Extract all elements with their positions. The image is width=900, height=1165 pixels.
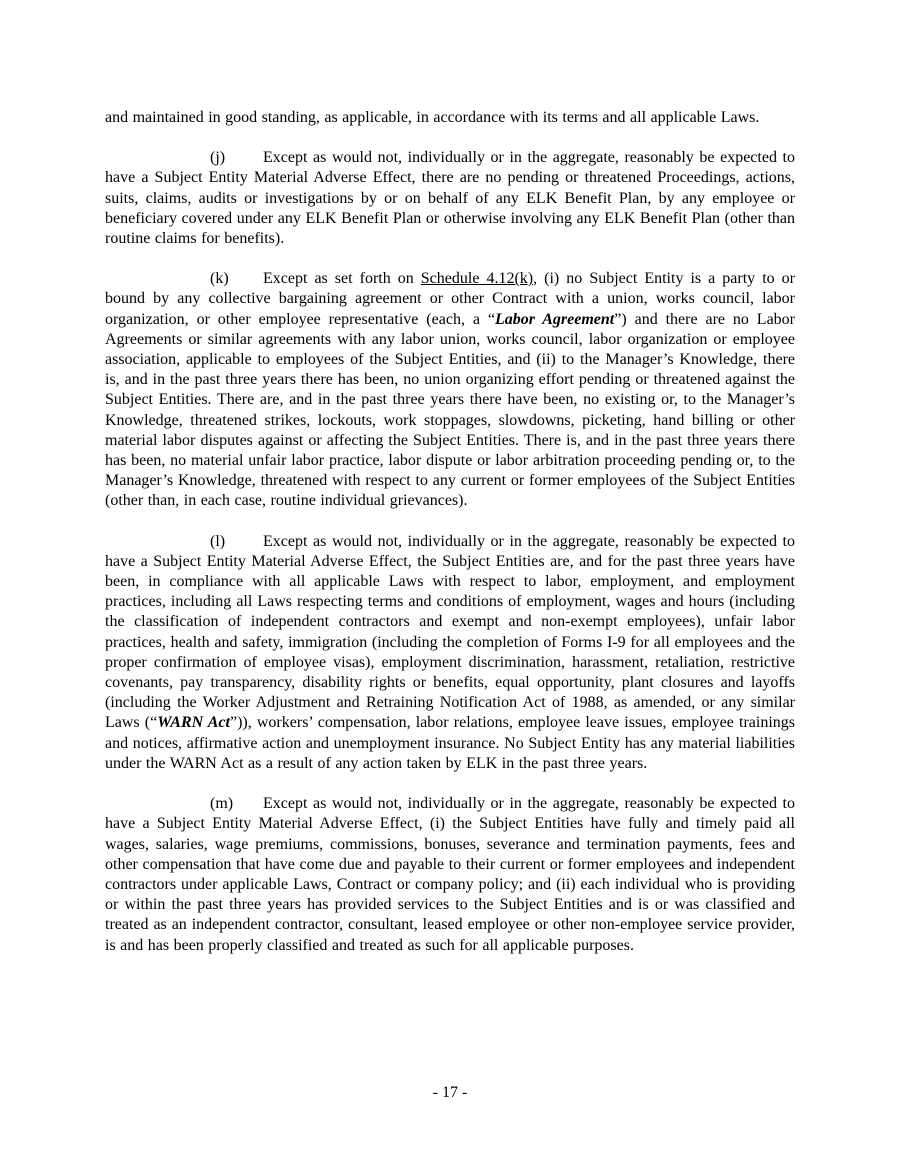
clause-k-text-1: Except as set forth on bbox=[263, 270, 421, 288]
clause-label-j: (j) bbox=[210, 149, 226, 167]
clause-k-text-2: , (i) no Subject Entity is a party to or bound by any collective bargaining agreement or other Contract with a union, works council, labor organization, or other employee representative (each, a “ bbox=[105, 270, 796, 328]
schedule-reference: Schedule 4.12(k) bbox=[420, 270, 534, 288]
page-number: - 17 - bbox=[432, 1084, 468, 1101]
clause-label-m: (m) bbox=[210, 795, 234, 813]
defined-term-labor-agreement: Labor Agreement bbox=[494, 310, 615, 328]
clause-l-text-2: ”)), workers’ compensation, labor relations, employee leave issues, employee trainings and notices, affirmative action and unemployment insurance. No Subject Entity has any material liabilities under the WARN Act as a result of any action taken by ELK in the past three years. bbox=[105, 714, 795, 772]
clause-m-text: Except as would not, individually or in the aggregate, reasonably be expected to have a Subject Entity Material Adverse Effect, (i) the Subject Entities have fully and timely paid all wages, salaries, wage premiums, commissions, bonuses, severance and termination payments, fees and other compensation that have come due and payable to their current or former employees and independent contractors under applicable Laws, Contract or company policy; and (ii) each individual who is providing or within the past three years has provided services to the Subject Entities and is or was classified and treated as an independent contractor, consultant, leased employee or other non-employee service provider, is and has been properly classified and treated as such for all applicable purposes. bbox=[105, 795, 795, 954]
defined-term-warn-act: WARN Act bbox=[157, 714, 230, 732]
clause-l-text-1: Except as would not, individually or in the aggregate, reasonably be expected to have a Subject Entity Material Adverse Effect, the Subject Entities are, and for the past three years have been, in compliance with all applicable Laws with respect to labor, employment, and employment practices, including all Laws respecting terms and conditions of employment, wages and hours (including the classification of independent contractors and exempt and non-exempt employees), unfair labor practices, health and safety, immigration (including the completion of Forms I-9 for all employees and the proper confirmation of employee visas), employment discrimination, harassment, retaliation, restrictive covenants, pay transparency, disability rights or benefits, equal opportunity, plant closures and layoffs (including the Worker Adjustment and Retraining Notification Act of 1988, as amended, or any similar Laws (“ bbox=[105, 532, 795, 732]
paragraph-j bbox=[105, 148, 795, 249]
clause-k-text-3: ”) and there are no Labor Agreements or similar agreements with any labor union, works council, labor organization or employee association, applicable to employees of the Subject Entities, and (ii) to the Manager’s Knowledge, there is, and in the past three years there has been, no union organizing effort pending or threatened against the Subject Entities. There are, and in the past three years there have been, no existing or, to the Manager’s Knowledge, threatened strikes, lockouts, work stoppages, slowdowns, picketing, hand billing or other material labor disputes against or affecting the Subject Entities. There is, and in the past three years there has been, no material unfair labor practice, labor dispute or labor arbitration proceeding pending or, to the Manager’s Knowledge, threatened with respect to any current or former employees of the Subject Entities (other than, in each case, routine individual grievances). bbox=[105, 310, 796, 510]
clause-label-l: (l) bbox=[210, 532, 226, 550]
clause-j-text: Except as would not, individually or in the aggregate, reasonably be expected to have a Subject Entity Material Adverse Effect, there are no pending or threatened Proceedings, actions, suits, claims, audits or investigations by or on behalf of any ELK Benefit Plan, by any employee or beneficiary covered under any ELK Benefit Plan or otherwise involving any ELK Benefit Plan (other than routine claims for benefits). bbox=[105, 149, 795, 248]
paragraph-k bbox=[105, 269, 795, 511]
paragraph-m bbox=[105, 794, 795, 956]
paragraph-continuation: and maintained in good standing, as applicable, in accordance with its terms and all applicable Laws. bbox=[105, 109, 760, 126]
paragraph-l bbox=[105, 532, 795, 774]
clause-label-k: (k) bbox=[210, 270, 229, 288]
